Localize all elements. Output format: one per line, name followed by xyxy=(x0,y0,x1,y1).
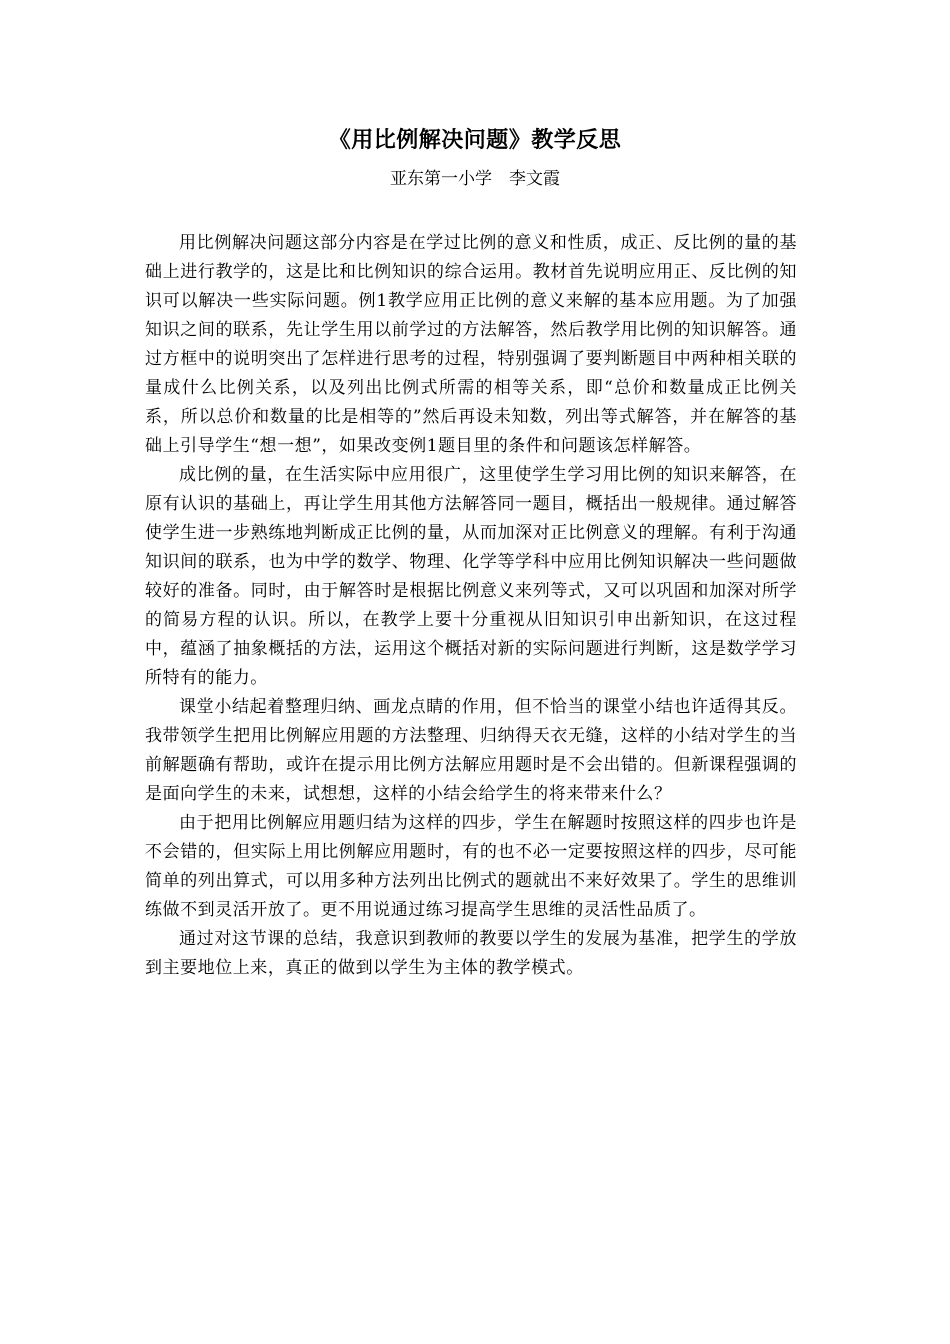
paragraph-3: 课堂小结起着整理归纳、画龙点睛的作用，但不恰当的课堂小结也许适得其反。我带领学生把用比例解应用题的方法整理、归纳得天衣无缝，这样的小结对学生的当前解题确有帮助，或许在提示用比例方法解应用题时是不会出错的。但新课程强调的是面向学生的未来，试想想，这样的小结会给学生的将来带来什么？ xyxy=(145,697,797,804)
paragraph-5: 通过对这节课的总结，我意识到教师的教要以学生的发展为基准，把学生的学放到主要地位上来，真正的做到以学生为主体的教学模式。 xyxy=(145,929,797,978)
document-title: 《用比例解决问题》教学反思 xyxy=(328,127,622,153)
document-body xyxy=(145,229,797,983)
author-line: 亚东第一小学 李文霞 xyxy=(390,169,560,189)
paragraph-4: 由于把用比例解应用题归结为这样的四步，学生在解题时按照这样的四步也许是不会错的，但实际上用比例解应用题时，有的也不必一定要按照这样的四步，尽可能简单的列出算式，可以用多种方法列出比例式的题就出不来好效果了。学生的思维训练做不到灵活开放了。更不用说通过练习提高学生思维的灵活性品质了。 xyxy=(145,813,797,920)
paragraph-1: 用比例解决问题这部分内容是在学过比例的意义和性质，成正、反比例的量的基础上进行教学的，这是比和比例知识的综合运用。教材首先说明应用正、反比例的知识可以解决一些实际问题。例1教学应用正比例的意义来解的基本应用题。为了加强知识之间的联系，先让学生用以前学过的方法解答，然后教学用比例的知识解答。通过方框中的说明突出了怎样进行思考的过程，特别强调了要判断题目中两种相关联的量成什么比例关系，以及列出比例式所需的相等关系，即“总价和数量成正比例关系，所以总价和数量的比是相等的”然后再设未知数，列出等式解答，并在解答的基础上引导学生“想一想”，如果改变例1题目里的条件和问题该怎样解答。 xyxy=(145,233,797,456)
paragraph-2: 成比例的量，在生活实际中应用很广，这里使学生学习用比例的知识来解答，在原有认识的基础上，再让学生用其他方法解答同一题目，概括出一般规律。通过解答使学生进一步熟练地判断成正比例的量，从而加深对正比例意义的理解。有利于沟通知识间的联系，也为中学的数学、物理、化学等学科中应用比例知识解决一些问题做较好的准备。同时，由于解答时是根据比例意义来列等式，又可以巩固和加深对所学的简易方程的认识。所以，在教学上要十分重视从旧知识引申出新知识，在这过程中，蕴涵了抽象概括的方法，运用这个概括对新的实际问题进行判断，这是数学学习所特有的能力。 xyxy=(145,465,797,688)
